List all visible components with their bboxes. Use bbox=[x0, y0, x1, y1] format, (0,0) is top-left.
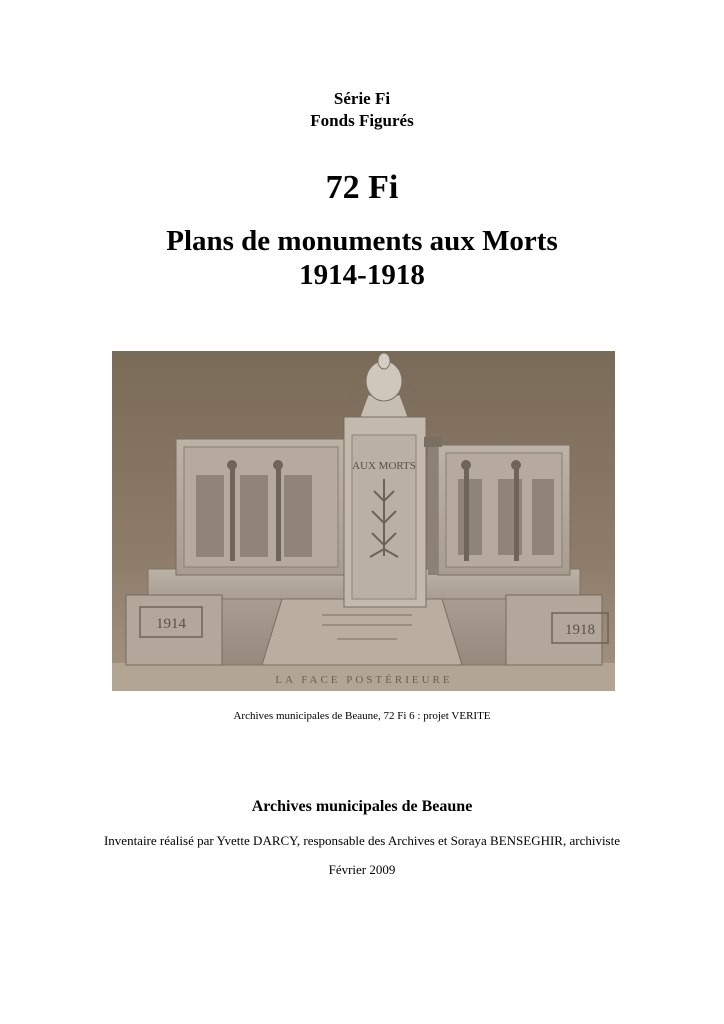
title-line-2: 1914-1918 bbox=[299, 259, 425, 291]
base-inscription: LA FACE POSTÉRIEURE bbox=[275, 674, 453, 686]
year-right-label: 1918 bbox=[565, 622, 595, 638]
publication-date: Février 2009 bbox=[328, 862, 396, 877]
title-line-1: Plans de monuments aux Morts bbox=[166, 225, 558, 257]
monument-drawing bbox=[112, 351, 615, 691]
document-title bbox=[0, 224, 724, 292]
fonds-label: Fonds Figurés bbox=[310, 111, 414, 130]
year-left-label: 1914 bbox=[156, 616, 186, 632]
center-motto: AUX MORTS bbox=[352, 460, 416, 472]
series-header bbox=[0, 88, 724, 132]
photo-caption: Archives municipales de Beaune, 72 Fi 6 : projet VERITE bbox=[233, 710, 491, 722]
monument-photo bbox=[112, 351, 615, 691]
collection-code: 72 Fi bbox=[325, 169, 399, 206]
institution-name: Archives municipales de Beaune bbox=[251, 798, 473, 815]
series-label: Série Fi bbox=[333, 89, 391, 108]
credit-line: Inventaire réalisé par Yvette DARCY, responsable des Archives et Soraya BENSEGHIR, archiviste bbox=[103, 833, 621, 848]
